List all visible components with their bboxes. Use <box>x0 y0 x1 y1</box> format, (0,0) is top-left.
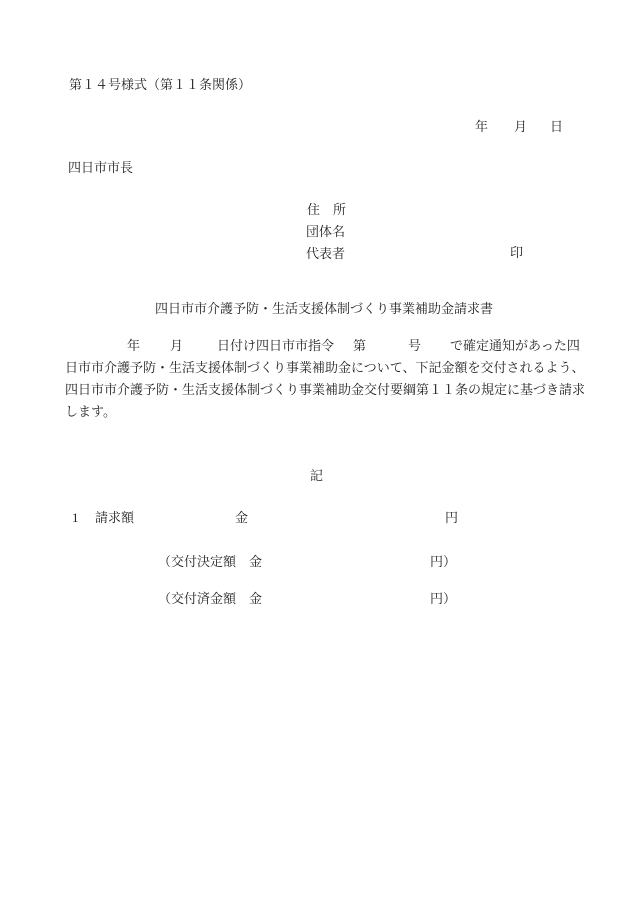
date-day-label: 日 <box>550 119 564 134</box>
paid-amount-label: （交付済金額 金 <box>158 591 263 606</box>
body-line2: 日市市介護予防・生活支援体制づくり事業補助金について、下記金額を交付されるよう、 <box>65 360 585 375</box>
claim-label: 請求額 <box>95 510 135 525</box>
body-line1-year: 年 <box>127 338 141 353</box>
claim-yen-label: 円 <box>445 510 459 525</box>
document-title: 四日市市介護予防・生活支援体制づくり事業補助金請求書 <box>155 301 494 316</box>
decided-yen-label: 円） <box>430 554 457 569</box>
paid-yen-label: 円） <box>430 591 457 606</box>
address-label: 住 所 <box>307 202 347 217</box>
claim-item-number: 1 <box>72 510 79 525</box>
body-line4: します。 <box>65 404 116 419</box>
record-marker: 記 <box>310 468 324 483</box>
organization-label: 団体名 <box>306 224 346 239</box>
seal-mark: 印 <box>510 245 524 260</box>
body-line3: 四日市市介護予防・生活支援体制づくり事業補助金交付要綱第１１条の規定に基づき請求 <box>65 382 586 397</box>
form-number: 第１４号様式（第１１条関係） <box>69 77 252 92</box>
body-line1-go: 号 <box>408 338 422 353</box>
addressee: 四日市市長 <box>68 160 134 175</box>
date-month-label: 月 <box>514 119 528 134</box>
decided-amount-label: （交付決定額 金 <box>158 554 263 569</box>
claim-kin-label: 金 <box>235 510 249 525</box>
body-line1-directive: 日付け四日市市指令 <box>217 338 335 353</box>
body-line1-month: 月 <box>170 338 184 353</box>
body-line1-rest: で確定通知があった四 <box>450 338 580 353</box>
representative-label: 代表者 <box>306 246 346 261</box>
date-year-label: 年 <box>475 119 489 134</box>
body-line1-dai: 第 <box>353 338 367 353</box>
